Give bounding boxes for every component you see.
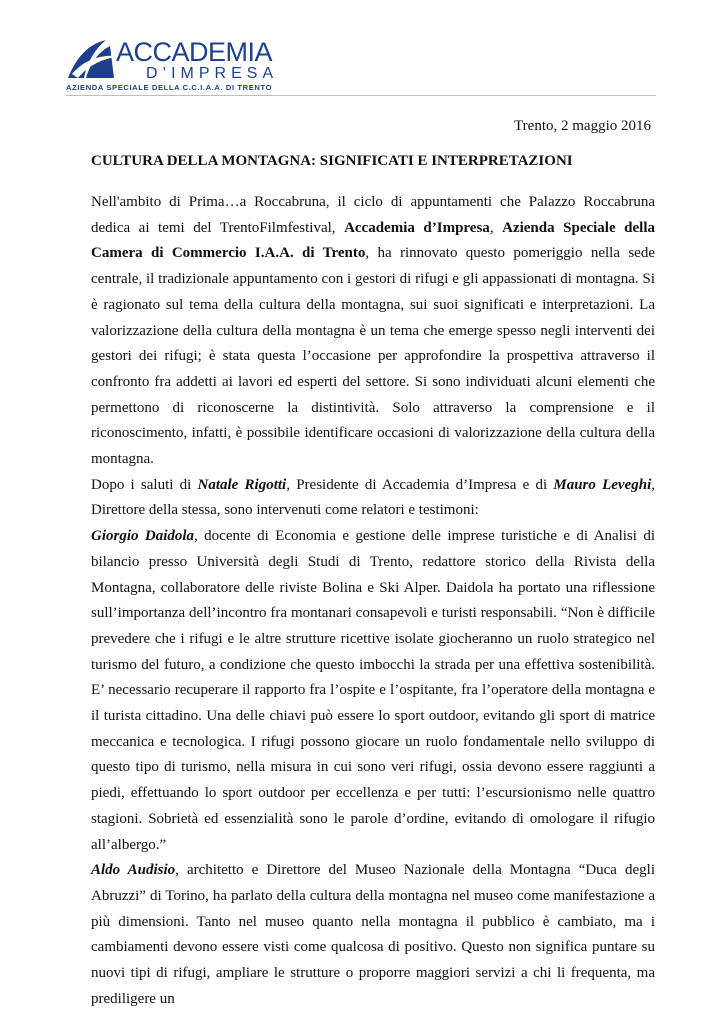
letterhead	[66, 38, 656, 98]
document-title: CULTURA DELLA MONTAGNA: SIGNIFICATI E INTERPRETAZIONI	[91, 153, 573, 169]
text-run: Nell'ambito di Prima…a Roccabruna, il ciclo di appuntamenti che Palazzo Roccabruna dedica ai temi del TrentoFilmfestival,	[91, 194, 655, 236]
speaker-name: Natale Rigotti	[197, 476, 287, 493]
logo-subtitle: D’IMPRESA	[146, 65, 279, 82]
text-run: ,	[489, 219, 503, 236]
text-run: , Presidente di Accademia d’Impresa e di	[286, 476, 554, 493]
paragraph-greetings	[91, 473, 655, 524]
paragraph-intro	[91, 190, 655, 473]
logo-name: ACCADEMIA	[116, 37, 273, 67]
document-body	[91, 190, 655, 1013]
document-date: Trento, 2 maggio 2016	[514, 118, 651, 134]
bold-run: Accademia d’Impresa	[344, 219, 490, 236]
speaker-name: Giorgio Daidola	[91, 528, 195, 545]
text-run: Dopo i saluti di	[91, 476, 198, 493]
text-run: , Direttore della stessa, sono intervenuti come relatori e testimoni:	[91, 476, 655, 519]
text-run: , ha rinnovato questo pomeriggio nella sede centrale, il tradizionale appuntamento con i gestori di rifugi e gli appassionati di montagna. Si è ragionato sul tema della cultura della montagna, sui suoi significati e interpretazioni. La valorizzazione della cultura della montagna è un tema che emerge spesso negli interventi dei gestori dei rifugi; è stata questa l’occasione per approfondire la prospettiva attraverso il confronto fra addetti ai lavori ed esperti del settore. Si sono individuati alcuni elementi che permettono di riconoscerne la distintività. Solo attraverso la comprensione e il riconoscimento, infatti, è possibile identificare occasioni di valorizzazione della cultura della montagna.	[91, 245, 655, 468]
text-run: , docente di Economia e gestione delle imprese turistiche e di Analisi di bilancio presso Università degli Studi di Trento, redattore storico della Rivista della Montagna, collaboratore delle riviste Bolina e Ski Alper. Daidola ha portato una riflessione sull’importanza dell’incontro fra montanari consapevoli e turisti responsabili. “Non è difficile prevedere che i rifugi e le altre strutture ricettive isolate giocheranno un ruolo strategico nel turismo del futuro, a condizione che questo imbocchi la strada per una effettiva sostenibilità. E’ necessario recuperare il rapporto fra l’ospite e l’ospitante, fra l’operatore della montagna e il turista cittadino. Una delle chiavi può essere lo sport outdoor, evitando gli sport di matrice meccanica e tecnologica. I rifugi possono giocare un ruolo fondamentale nello sviluppo di questo tipo di turismo, nella misura in cui sono veri rifugi, ossia devono essere raggiunti a piedi, effettuando lo sport outdoor per eccellenza e per tutti: l’escursionismo nelle quattro stagioni. Sobrietà ed essenzialità sono le parole d’ordine, evitando di omologare il rifugio all’albergo.”	[91, 528, 655, 853]
text-run: , architetto e Direttore del Museo Nazionale della Montagna “Duca degli Abruzzi” di Torino, ha parlato della cultura della montagna nel museo come manifestazione a più dimensioni. Tanto nel museo quanto nella montagna il pubblico è cambiato, ma i cambiamenti devono essere visti come qualcosa di positivo. Questo non significa puntare su nuovi tipi di rifugi, ampliare le strutture o proporre maggiori servizi a chi li frequenta, ma prediligere un	[91, 862, 655, 1007]
paragraph-audisio	[91, 858, 655, 1012]
bold-run: Azienda Speciale della Camera di Commercio I.A.A. di Trento	[91, 219, 656, 262]
speaker-name: Aldo Audisio	[91, 862, 176, 879]
logo-tagline: AZIENDA SPECIALE DELLA C.C.I.A.A. DI TRENTO	[66, 83, 273, 92]
paragraph-daidola	[91, 524, 655, 858]
header-divider	[66, 95, 656, 96]
speaker-name: Mauro Leveghi	[553, 476, 652, 493]
